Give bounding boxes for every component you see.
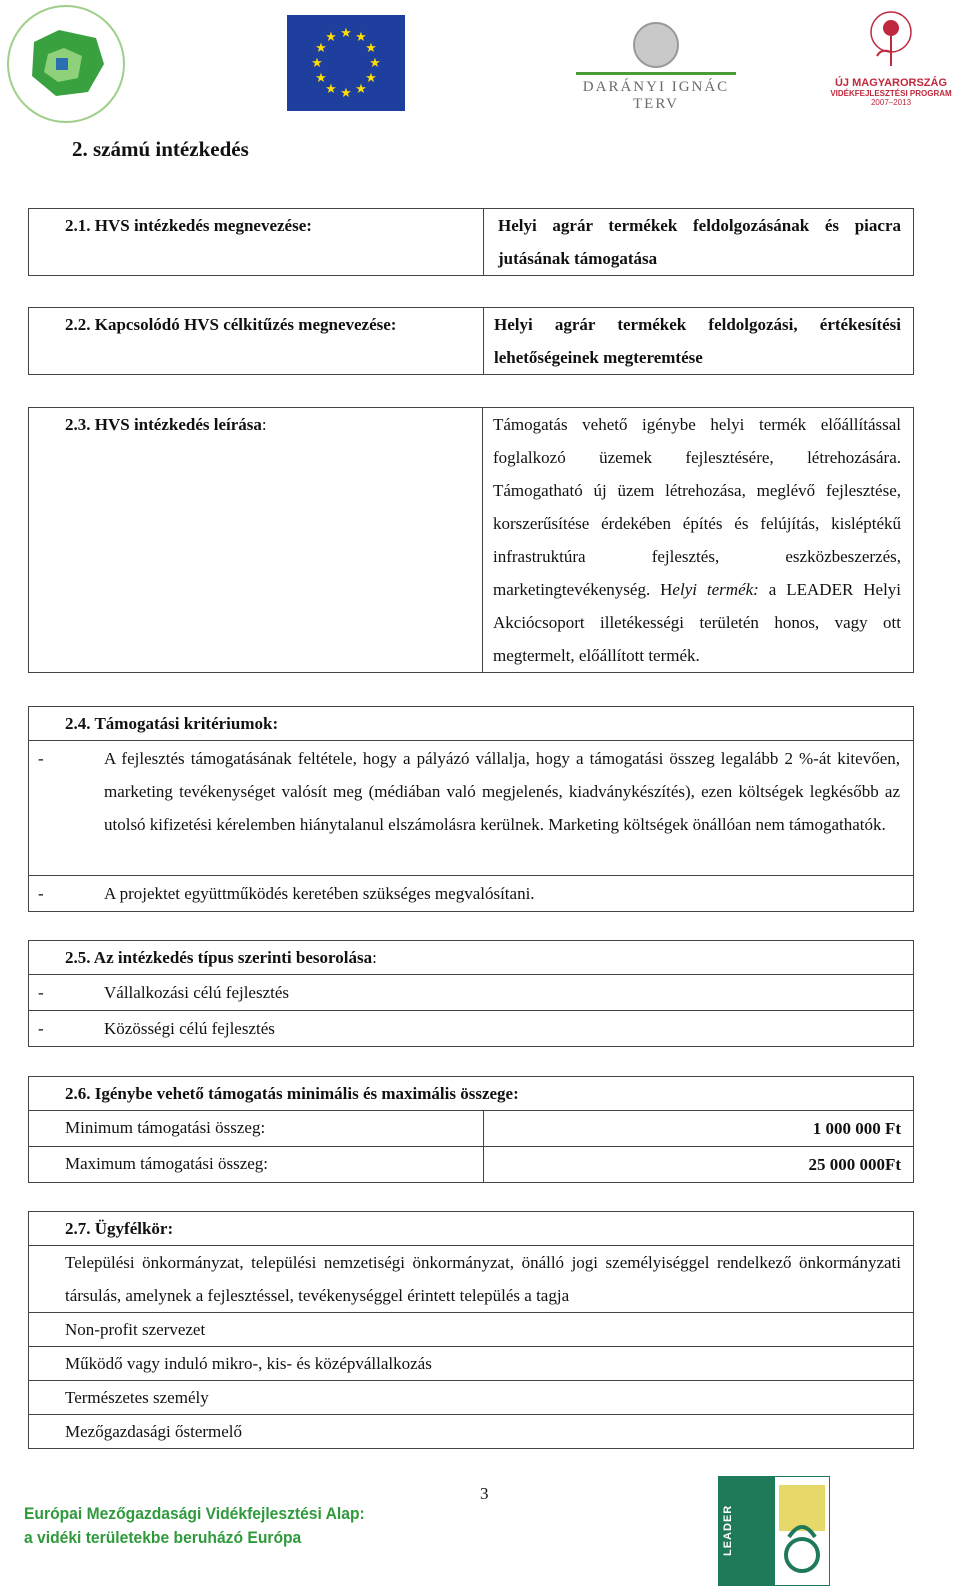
s24-item-1 xyxy=(29,741,914,876)
svg-text:★: ★ xyxy=(340,25,352,40)
s25-title xyxy=(29,941,914,975)
section-2-1-table xyxy=(28,208,914,276)
svg-text:★: ★ xyxy=(315,40,327,55)
svg-text:★: ★ xyxy=(369,55,381,70)
s25-dash-2: - xyxy=(38,1019,44,1038)
s22-value: Helyi agrár termékek feldolgozási, értékesítési lehetőségeinek megteremtése xyxy=(484,308,914,375)
svg-text:★: ★ xyxy=(325,81,337,96)
eu-flag-logo xyxy=(287,15,405,111)
svg-text:★: ★ xyxy=(365,70,377,85)
leader-logo-band xyxy=(718,1476,774,1586)
s23-label-text: 2.3. HVS intézkedés leírása xyxy=(65,415,262,434)
s23-description xyxy=(483,408,914,673)
s22-label: 2.2. Kapcsolódó HVS célkitűzés megnevezése: xyxy=(29,308,484,375)
s25-dash-1: - xyxy=(38,983,44,1002)
uj-magyarorszag-logo xyxy=(826,8,956,123)
s25-item-2 xyxy=(29,1011,914,1047)
s23-label xyxy=(29,408,483,673)
ujm-title: ÚJ MAGYARORSZÁG xyxy=(834,77,948,89)
s25-title-text: 2.5. Az intézkedés típus szerinti besorolása xyxy=(65,948,373,967)
s25-item-2-text: Közösségi célú fejlesztés xyxy=(104,1019,275,1038)
lhs-logo xyxy=(4,2,128,126)
footer-line-1: Európai Mezőgazdasági Vidékfejlesztési Alap: xyxy=(24,1504,365,1523)
page-title: 2. számú intézkedés xyxy=(72,137,249,161)
s21-value: Helyi agrár termékek feldolgozásának és piacra jutásának támogatása xyxy=(484,209,914,276)
ujm-years: 2007–2013 xyxy=(870,98,912,107)
s26-title: 2.6. Igénybe vehető támogatás minimális és maximális összege: xyxy=(29,1077,914,1111)
s26-min-value: 1 000 000 Ft xyxy=(484,1111,914,1147)
footer-line-2: a vidéki területekbe beruházó Európa xyxy=(24,1528,302,1547)
s24-dash-1: - xyxy=(38,749,44,768)
svg-text:★: ★ xyxy=(355,29,367,44)
svg-text:★: ★ xyxy=(325,29,337,44)
s27-item-2: Non-profit szervezet xyxy=(29,1313,914,1347)
s24-item-2 xyxy=(29,876,914,912)
svg-text:★: ★ xyxy=(340,85,352,100)
s25-title-colon: : xyxy=(372,948,377,967)
s26-max-value: 25 000 000Ft xyxy=(484,1147,914,1183)
darany-ignac-terv-logo xyxy=(566,22,746,112)
svg-text:★: ★ xyxy=(365,40,377,55)
page-number: 3 xyxy=(480,1484,489,1503)
portrait-icon xyxy=(633,22,679,68)
ujm-subtitle: VIDÉKFEJLESZTÉSI PROGRAM xyxy=(830,89,952,98)
leader-logo-image xyxy=(774,1476,830,1586)
s26-max-label: Maximum támogatási összeg: xyxy=(29,1147,484,1183)
s27-title: 2.7. Ügyfélkör: xyxy=(29,1212,914,1246)
section-2-5-table xyxy=(28,940,914,1047)
s25-item-1-text: Vállalkozási célú fejlesztés xyxy=(104,983,290,1002)
s27-item-4: Természetes személy xyxy=(29,1381,914,1415)
svg-text:★: ★ xyxy=(311,55,323,70)
s23-label-colon: : xyxy=(261,415,267,434)
section-2-4-table xyxy=(28,706,914,912)
s21-label: 2.1. HVS intézkedés megnevezése: xyxy=(29,209,484,276)
section-2-6-table xyxy=(28,1076,914,1183)
flower-icon xyxy=(861,8,921,70)
lhs-logo-graphic xyxy=(4,2,128,126)
s27-item-3: Működő vagy induló mikro-, kis- és középvállalkozás xyxy=(29,1347,914,1381)
svg-text:★: ★ xyxy=(315,70,327,85)
s26-min-label: Minimum támogatási összeg: xyxy=(29,1111,484,1147)
eafrd-footer-text xyxy=(24,1502,365,1550)
s27-item-5: Mezőgazdasági őstermelő xyxy=(29,1415,914,1449)
s23-text-italic: elyi termék: xyxy=(672,580,759,599)
s24-title: 2.4. Támogatási kritériumok: xyxy=(29,707,914,741)
leader-plant-icon xyxy=(775,1477,829,1585)
s25-item-1 xyxy=(29,975,914,1011)
svg-text:★: ★ xyxy=(355,81,367,96)
s23-text-1: Támogatás vehető igénybe helyi termék előállítással foglalkozó üzemek fejlesztésére, létrehozására. Támogatható új üzem létrehozása, meglévő fejlesztése, korszerűsítése érdekében építés és felújítás, kisléptékű infrastruktúra fejlesztés, eszközbeszerzés, marketingtevékenység. H xyxy=(493,415,901,599)
s24-item-1-text: A fejlesztés támogatásának feltétele, hogy a pályázó vállalja, hogy a támogatási összeg legalább 2 %-át kitevően, marketing tevékenységet valósít meg (médiában való megjelenés, kiadványkészítés), ezen költségek legkésőbb az utolsó kifizetési kérelemben hiánytalanul elszámolásra kerülnek. Marketing költségek önállóan nem támogathatók. xyxy=(104,749,900,834)
s24-dash-2: - xyxy=(38,884,44,903)
darany-logo-text: DARÁNYI IGNÁC TERV xyxy=(582,79,730,112)
section-2-7-table xyxy=(28,1211,914,1449)
s24-item-2-text: A projektet együttműködés keretében szükséges megvalósítani. xyxy=(104,884,535,903)
section-2-2-table xyxy=(28,307,914,375)
s23-text-2: a LEADER Helyi Akciócsoport illetékességi területén honos, vagy ott megtermelt, előállított termék. xyxy=(493,580,902,665)
logo-divider xyxy=(576,72,736,75)
eu-stars-icon xyxy=(287,15,405,111)
leader-logo-text: LEADER xyxy=(722,1504,734,1556)
section-2-3-table xyxy=(28,407,914,673)
s27-item-1: Települési önkormányzat, települési nemzetiségi önkormányzat, önálló jogi személyiséggel rendelkező önkormányzati társulás, amelynek a fejlesztéssel, tevékenységgel érintett település a tagja xyxy=(29,1246,914,1313)
